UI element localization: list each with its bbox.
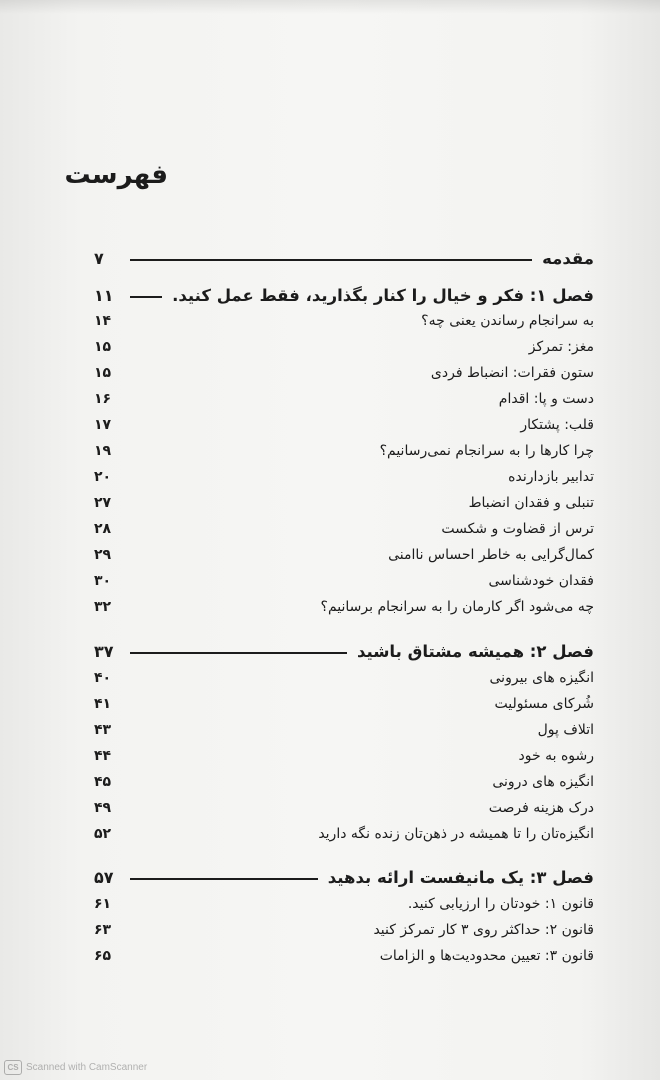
toc-page-number: ۲۸ [94, 521, 112, 537]
toc-entry-title: درک هزینه فرصت [488, 800, 594, 816]
toc-chapter-title: فصل ۲: همیشه مشتاق باشید [356, 641, 594, 661]
toc-page-number: ۱۶ [94, 391, 112, 407]
toc-page-number: ۶۵ [94, 948, 112, 964]
toc-chapter-row [94, 282, 594, 308]
toc-entry-row [94, 464, 594, 490]
toc-entry-row [94, 943, 594, 969]
toc-page-number: ۴۴ [94, 748, 112, 764]
toc-page-number: ۵۷ [94, 867, 114, 887]
toc-entry-row [94, 891, 594, 917]
toc-entry-title: انگیزه‌تان را تا همیشه در ذهن‌تان زنده نگه دارید [318, 826, 594, 842]
toc-entry-row [94, 795, 594, 821]
toc-page-number: ۱۱ [94, 285, 114, 305]
toc-entry-row [94, 386, 594, 412]
toc-page-number: ۷ [94, 248, 104, 268]
toc-leader-line [130, 652, 347, 654]
toc-page-number: ۱۹ [94, 443, 112, 459]
page-title: فهرست [64, 160, 168, 190]
toc-chapter-row [94, 245, 594, 271]
toc-page-number: ۱۷ [94, 417, 112, 433]
toc-entry-row [94, 594, 594, 620]
toc-page-number: ۴۰ [94, 670, 112, 686]
toc-entry-title: فقدان خودشناسی [488, 573, 594, 589]
toc-entry-row [94, 665, 594, 691]
toc-entry-title: قانون ۳: تعیین محدودیت‌ها و الزامات [379, 948, 594, 964]
toc-entry-row [94, 438, 594, 464]
toc-entry-title: تنبلی و فقدان انضباط [468, 495, 594, 511]
toc-leader-line [130, 296, 162, 298]
toc-entry-row [94, 568, 594, 594]
toc-chapter-row [94, 638, 594, 664]
toc-entry-title: قانون ۲: حداکثر روی ۳ کار تمرکز کنید [373, 922, 594, 938]
toc-entry-title: مغز: تمرکز [528, 339, 594, 355]
toc-entry-title: کمال‌گرایی به خاطر احساس ناامنی [388, 547, 594, 563]
toc-page-number: ۳۷ [94, 641, 114, 661]
page-top-shadow [0, 0, 660, 14]
toc-entry-row [94, 743, 594, 769]
toc-entry-row [94, 769, 594, 795]
toc-page-number: ۵۲ [94, 826, 112, 842]
toc-chapter-row [94, 864, 594, 890]
toc-entry-row [94, 334, 594, 360]
toc-entry-row [94, 542, 594, 568]
toc-entry-row [94, 308, 594, 334]
toc-entry-row [94, 516, 594, 542]
toc-page-number: ۳۲ [94, 599, 112, 615]
toc-page-number: ۱۵ [94, 339, 112, 355]
toc-entry-title: چه می‌شود اگر کارمان را به سرانجام برسانیم؟ [320, 599, 594, 615]
toc-page-number: ۳۰ [94, 573, 112, 589]
toc-entry-row [94, 412, 594, 438]
toc-entry-title: انگیزه های درونی [492, 774, 594, 790]
toc-page-number: ۴۹ [94, 800, 112, 816]
camscanner-logo-icon: CS [4, 1060, 22, 1075]
toc-page-number: ۲۹ [94, 547, 112, 563]
toc-entry-title: انگیزه های بیرونی [489, 670, 594, 686]
toc-entry-title: رشوه به خود [518, 748, 594, 764]
toc-leader-line [130, 878, 318, 880]
toc-entry-row [94, 717, 594, 743]
toc-entry-row [94, 360, 594, 386]
toc-entry-title: چرا کارها را به سرانجام نمی‌رسانیم؟ [379, 443, 594, 459]
toc-leader-line [130, 259, 532, 261]
toc-entry-row [94, 691, 594, 717]
toc-page-number: ۲۰ [94, 469, 112, 485]
toc-entry-title: قانون ۱: خودتان را ارزیابی کنید. [407, 896, 594, 912]
toc-page-number: ۴۵ [94, 774, 112, 790]
toc-entry-row [94, 821, 594, 847]
toc-chapter-title: فصل ۳: یک مانیفست ارائه بدهید [327, 867, 594, 887]
toc-entry-row [94, 917, 594, 943]
toc-page-number: ۶۱ [94, 896, 112, 912]
toc-page-number: ۲۷ [94, 495, 112, 511]
toc-page-number: ۴۳ [94, 722, 112, 738]
toc-entry-title: ستون فقرات: انضباط فردی [430, 365, 594, 381]
toc-page-number: ۶۳ [94, 922, 112, 938]
toc-entry-title: تدابیر بازدارنده [508, 469, 594, 485]
toc-entry-title: اتلاف پول [537, 722, 594, 738]
scanner-watermark [4, 1060, 147, 1075]
toc-chapter-title: فصل ۱: فکر و خیال را کنار بگذارید، فقط عمل کنید. [172, 285, 594, 305]
toc-entry-title: ترس از قضاوت و شکست [441, 521, 594, 537]
toc-entry-title: قلب: پشتکار [520, 417, 594, 433]
toc-page-number: ۱۴ [94, 313, 112, 329]
toc-page-number: ۴۱ [94, 696, 112, 712]
toc-entry-title: دست و پا: اقدام [498, 391, 594, 407]
toc-chapter-title: مقدمه [542, 248, 594, 268]
scanner-watermark-text: Scanned with CamScanner [26, 1062, 148, 1073]
toc-entry-row [94, 490, 594, 516]
toc-entry-title: به سرانجام رساندن یعنی چه؟ [421, 313, 594, 329]
toc-page-number: ۱۵ [94, 365, 112, 381]
toc-entry-title: شُرکای مسئولیت [494, 696, 594, 712]
